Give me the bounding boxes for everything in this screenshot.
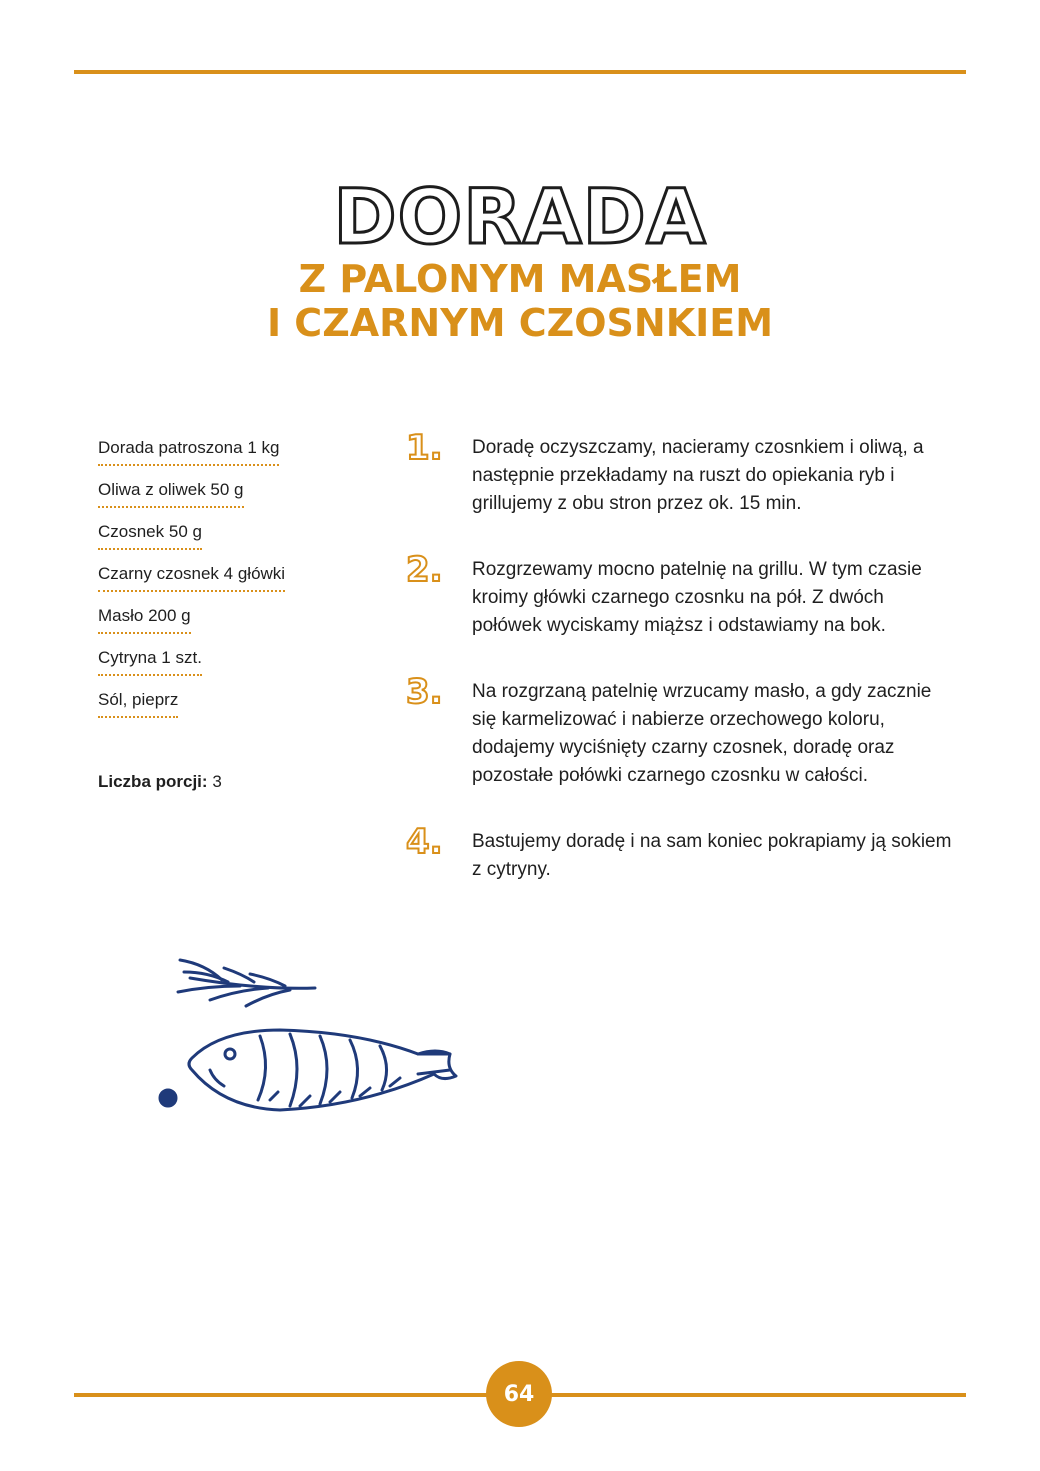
ingredient-item: Oliwa z oliwek 50 g (98, 476, 338, 518)
step-text: Bastujemy doradę i na sam koniec pokrapiamy ją sokiem z cytryny. (472, 831, 952, 880)
ingredients-list (98, 434, 338, 728)
ingredient-item: Czosnek 50 g (98, 518, 338, 560)
step-number: 2. (406, 550, 443, 590)
ingredient-item: Masło 200 g (98, 602, 338, 644)
fish-and-rosemary-illustration (150, 950, 470, 1120)
ingredient-item: Sól, pieprz (98, 686, 338, 728)
rosemary-icon (178, 960, 315, 1006)
peppercorn-icon (160, 1090, 176, 1106)
fish-icon (189, 1030, 456, 1110)
step-text: Doradę oczyszczamy, nacieramy czosnkiem i oliwą, a następnie przekładamy na ruszt do opiekania ryb i grillujemy z obu stron przez ok. 15 min. (472, 437, 924, 514)
servings-info (98, 772, 222, 792)
servings-label: Liczba porcji: (98, 772, 208, 791)
step-text: Rozgrzewamy mocno patelnię na grillu. W tym czasie kroimy główki czarnego czosnku na pół. Z dwóch połówek wyciskamy miąższ i odstawiamy na bok. (472, 559, 922, 636)
ingredient-item: Czarny czosnek 4 główki (98, 560, 338, 602)
top-divider (74, 70, 966, 74)
recipe-subtitle-line-1: Z PALONYM MASŁEM (298, 257, 742, 301)
recipe-subtitle-line-2: I CZARNYM CZOSNKIEM (266, 301, 774, 345)
step-number: 1. (406, 428, 443, 468)
ingredient-item: Dorada patroszona 1 kg (98, 434, 338, 476)
step-number: 4. (406, 822, 443, 862)
page-number: 64 (486, 1361, 552, 1427)
ingredient-item: Cytryna 1 szt. (98, 644, 338, 686)
servings-value: 3 (212, 772, 222, 791)
recipe-title: DORADA (333, 172, 707, 261)
step-number: 3. (406, 672, 443, 712)
step-text: Na rozgrzaną patelnię wrzucamy masło, a gdy zacznie się karmelizować i nabierze orzechowego koloru, dodajemy wyciśnięty czarny czosnek, doradę oraz pozostałe połówki czarnego czosnku w całości. (472, 681, 932, 786)
